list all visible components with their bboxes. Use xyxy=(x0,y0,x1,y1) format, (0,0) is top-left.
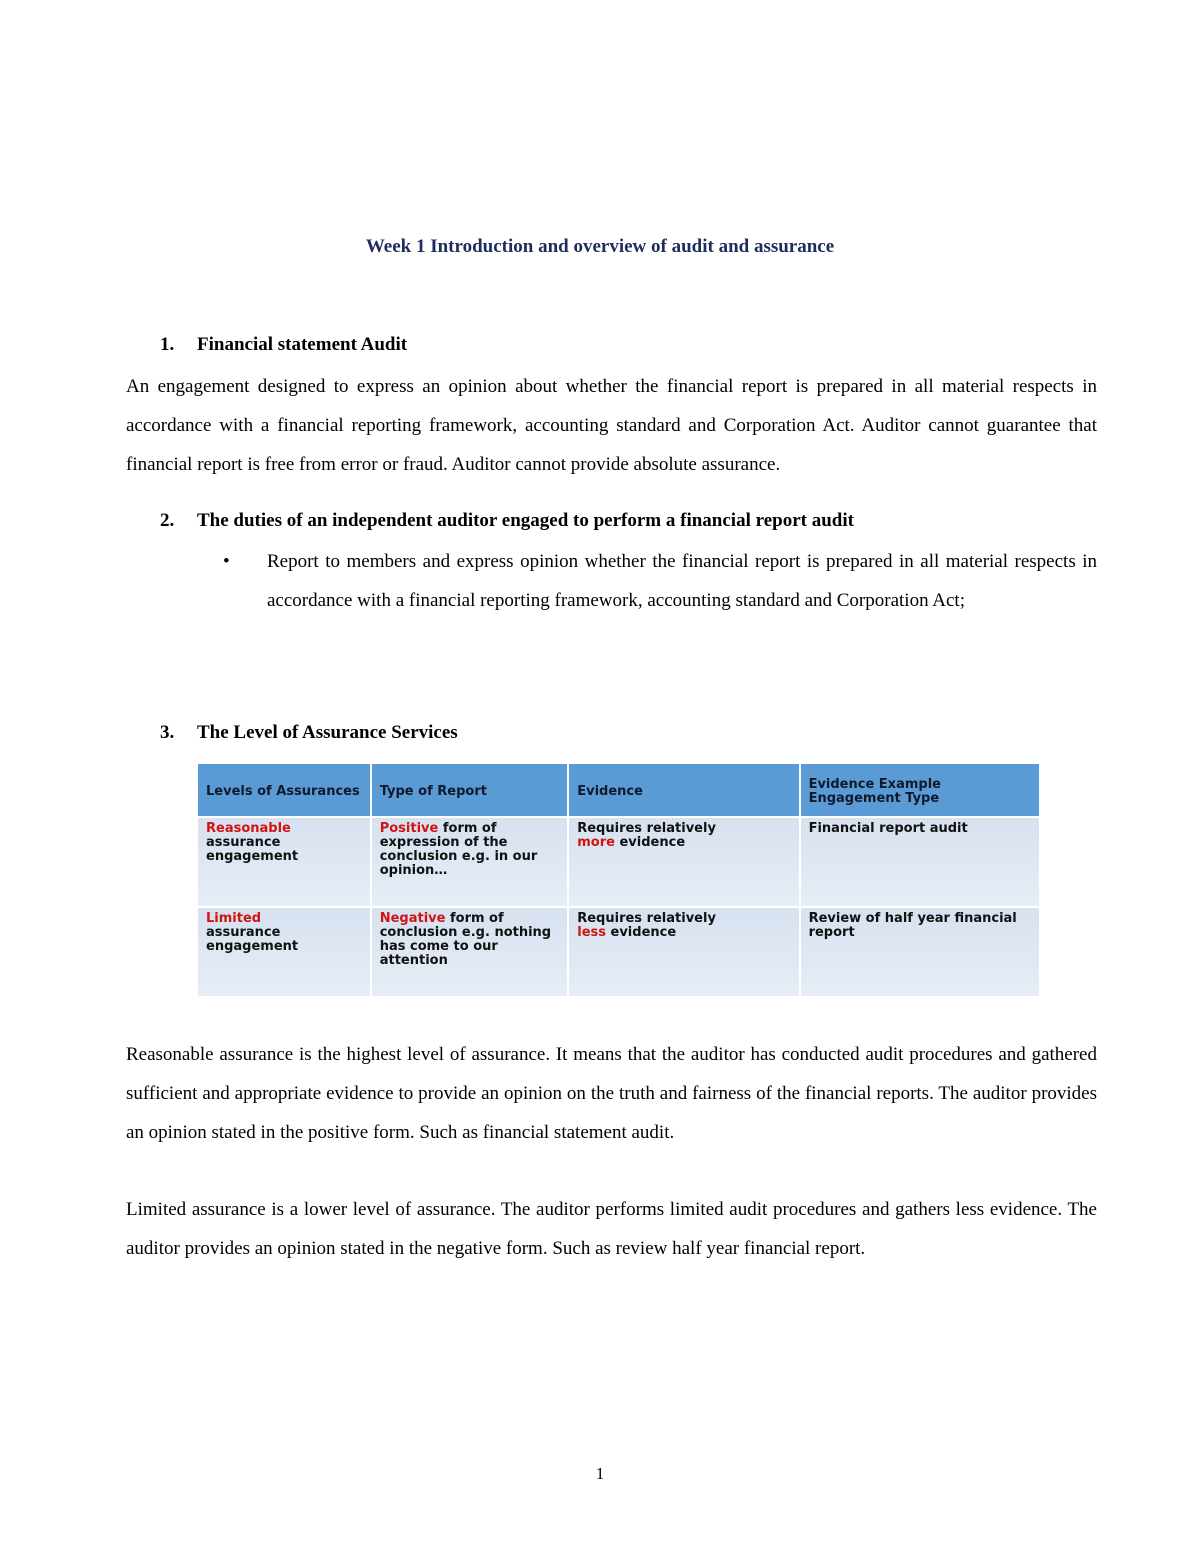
table-cell-evidence xyxy=(568,907,799,997)
section-3-number: 3. xyxy=(160,722,175,743)
section-2-number: 2. xyxy=(160,510,175,531)
cell-text: evidence xyxy=(619,835,686,850)
highlight-text: Reasonable xyxy=(206,821,291,836)
section-1-title: Financial statement Audit xyxy=(197,334,408,355)
highlight-text: more xyxy=(577,835,615,850)
cell-text: assurance engagement xyxy=(206,835,299,864)
table-row xyxy=(197,907,1040,997)
table-cell-level xyxy=(197,817,371,907)
table-header-cell: Evidence Example Engagement Type xyxy=(800,763,1040,817)
highlight-text: Limited xyxy=(206,911,262,926)
section-1-heading xyxy=(160,334,407,356)
table-header-cell: Levels of Assurances xyxy=(197,763,371,817)
table-cell-example: Review of half year financial report xyxy=(800,907,1040,997)
assurance-levels-table xyxy=(196,762,1041,998)
table-cell-report-type xyxy=(371,907,569,997)
cell-text: assurance engagement xyxy=(206,925,299,954)
table-cell-report-type xyxy=(371,817,569,907)
cell-text: form of expression of the conclusion e.g. in our opinion… xyxy=(379,821,538,878)
section-1-body: An engagement designed to express an opinion about whether the financial report is prepared in all material respects in accordance with a financial reporting framework, accounting standard and Corporation Act. Auditor cannot guarantee that financial report is free from error or fraud. Auditor cannot provide absolute assurance. xyxy=(126,376,1097,475)
cell-text: form of conclusion e.g. nothing has come to our attention xyxy=(379,911,552,968)
highlight-text: less xyxy=(577,925,606,940)
highlight-text: Negative xyxy=(379,911,446,926)
highlight-text: Positive xyxy=(379,821,439,836)
bullet-item: Report to members and express opinion whether the financial report is prepared in all material respects in accordance with a financial reporting framework, accounting standard and Corporation Act; xyxy=(267,551,1097,611)
page-title: Week 1 Introduction and overview of audit and assurance xyxy=(365,236,835,257)
reasonable-assurance-paragraph: Reasonable assurance is the highest level of assurance. It means that the auditor has conducted audit procedures and gathered sufficient and appropriate evidence to provide an opinion on the truth and fairness of the financial reports. The auditor provides an opinion stated in the positive form. Such as financial statement audit. xyxy=(126,1044,1097,1143)
table-header-cell: Type of Report xyxy=(371,763,569,817)
table-cell-evidence xyxy=(568,817,799,907)
table-row xyxy=(197,817,1040,907)
section-2-title: The duties of an independent auditor engaged to perform a financial report audit xyxy=(197,510,854,531)
section-3-title: The Level of Assurance Services xyxy=(197,722,458,743)
cell-text: Requires relatively xyxy=(577,911,716,926)
limited-assurance-paragraph: Limited assurance is a lower level of assurance. The auditor performs limited audit procedures and gathers less evidence. The auditor provides an opinion stated in the negative form. Such as review half year financial report. xyxy=(126,1199,1097,1259)
bullet-icon: • xyxy=(223,551,230,572)
cell-text: evidence xyxy=(610,925,677,940)
table-header-row xyxy=(197,763,1040,817)
bullet-list xyxy=(223,542,1097,620)
section-3-heading xyxy=(160,722,458,744)
table-header-cell: Evidence xyxy=(568,763,799,817)
section-1-number: 1. xyxy=(160,334,175,355)
table-cell-example: Financial report audit xyxy=(800,817,1040,907)
cell-text: Requires relatively xyxy=(577,821,716,836)
table-cell-level xyxy=(197,907,371,997)
section-2-heading xyxy=(160,510,854,532)
page-number: 1 xyxy=(595,1464,605,1483)
